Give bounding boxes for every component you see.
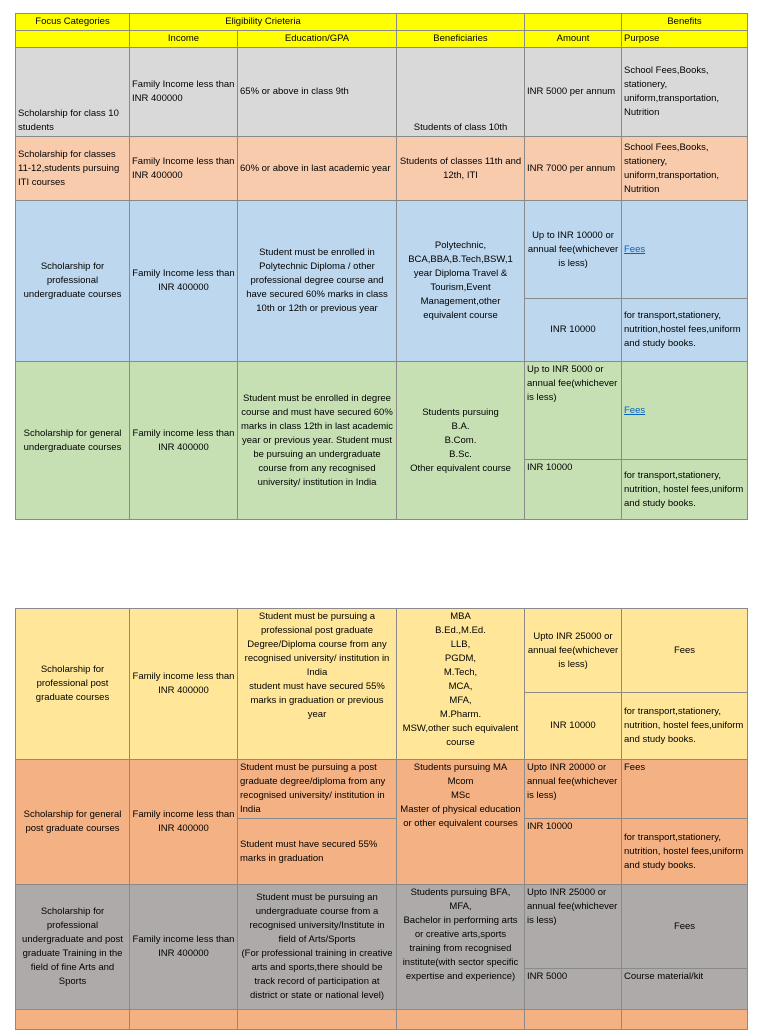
scholarship-table-1: [15, 13, 748, 520]
cell-cutoff: [130, 1010, 238, 1030]
education-cell: Student must be pursuing an undergraduate course from a recognised university/Institute in field of Arts/Sports (For professional training in creative arts and sports,there should be track record of participation at district or state or national level): [238, 885, 397, 1010]
income-cell: Family Income less than INR 400000: [130, 48, 238, 137]
amount-cell: Upto INR 25000 or annual fee(whichever is less): [525, 885, 622, 969]
purpose-fees-link[interactable]: [622, 201, 748, 299]
header-blank: [397, 14, 525, 31]
amount-cell: Up to INR 5000 or annual fee(whichever is less): [525, 362, 622, 460]
table-row: [16, 362, 748, 460]
focus-category-cell: Scholarship for class 10 students: [16, 48, 130, 137]
income-cell: Family Income less than INR 400000: [130, 201, 238, 362]
amount-cell: INR 10000: [525, 299, 622, 362]
table-row: [16, 48, 748, 137]
header-eligibility-criteria: Eligibility Crieteria: [130, 14, 397, 31]
table-row: [16, 609, 748, 693]
beneficiaries-cell: Students pursuing BFA, MFA, Bachelor in performing arts or creative arts,sports training from recognised institute(with sector specific expertise and experience): [397, 885, 525, 1010]
focus-category-cell: Scholarship for professional undergraduate courses: [16, 201, 130, 362]
amount-cell: INR 5000 per annum: [525, 48, 622, 137]
cell-cutoff: [397, 1010, 525, 1030]
purpose-cell: Fees: [622, 885, 748, 969]
header-purpose: Purpose: [622, 31, 748, 48]
header-education: Education/GPA: [238, 31, 397, 48]
focus-category-cell: Scholarship for general undergraduate courses: [16, 362, 130, 520]
table-row: [16, 1010, 748, 1030]
income-cell: Family income less than INR 400000: [130, 362, 238, 520]
table-row: [16, 201, 748, 299]
table-row: [16, 885, 748, 969]
education-cell: 65% or above in class 9th: [238, 48, 397, 137]
header-benefits: Benefits: [622, 14, 748, 31]
amount-cell: INR 10000: [525, 460, 622, 520]
header-focus-categories: Focus Categories: [16, 14, 130, 31]
education-cell: Student must have secured 55% marks in graduation: [238, 819, 397, 885]
beneficiaries-cell: MBA B.Ed.,M.Ed. LLB, PGDM, M.Tech, MCA, MFA, M.Pharm. MSW,other such equivalent course: [397, 609, 525, 760]
purpose-cell: Fees: [622, 609, 748, 693]
education-cell: Student must be enrolled in degree course and must have secured 60% marks in class 12th in last academic year or previous year. Student must be pursuing an undergraduate course from any recognised university/ institution in India: [238, 362, 397, 520]
cell-cutoff: [16, 1010, 130, 1030]
income-cell: Family Income less than INR 400000: [130, 137, 238, 201]
purpose-fees-link[interactable]: [622, 362, 748, 460]
fees-link[interactable]: Fees: [624, 404, 646, 416]
amount-cell: INR 5000: [525, 969, 622, 1010]
cell-cutoff: [622, 1010, 748, 1030]
income-cell: Family income less than INR 400000: [130, 760, 238, 885]
beneficiaries-cell: Students pursuing MA Mcom MSc Master of physical education or other equivalent courses: [397, 760, 525, 885]
amount-cell: Up to INR 10000 or annual fee(whichever is less): [525, 201, 622, 299]
purpose-cell: for transport,stationery, nutrition, hostel fees,uniform and study books.: [622, 693, 748, 760]
amount-cell: INR 10000: [525, 693, 622, 760]
purpose-cell: for transport,stationery, nutrition, hostel fees,uniform and study books.: [622, 819, 748, 885]
income-cell: Family income less than INR 400000: [130, 609, 238, 760]
purpose-cell: School Fees,Books, stationery, uniform,transportation, Nutrition: [622, 48, 748, 137]
focus-category-cell: Scholarship for general post graduate courses: [16, 760, 130, 885]
header-blank: [525, 14, 622, 31]
header-income: Income: [130, 31, 238, 48]
fees-link[interactable]: Fees: [624, 243, 646, 255]
education-cell: Student must be enrolled in Polytechnic Diploma / other professional degree course and have secured 60% marks in class 10th or 12th or previous year: [238, 201, 397, 362]
header-amount: Amount: [525, 31, 622, 48]
focus-category-cell: Scholarship for professional undergraduate and post graduate Training in the field of fine Arts and Sports: [16, 885, 130, 1010]
scholarship-table-2: [15, 608, 748, 1030]
education-cell: 60% or above in last academic year: [238, 137, 397, 201]
header-beneficiaries: Beneficiaries: [397, 31, 525, 48]
beneficiaries-cell: Students of class 10th: [397, 48, 525, 137]
education-cell: Student must be pursuing a professional post graduate Degree/Diploma course from any recognised university/ institution in India student must have secured 55% marks in graduation or previous year: [238, 609, 397, 760]
purpose-cell: Course material/kit: [622, 969, 748, 1010]
purpose-cell: for transport,stationery, nutrition,hostel fees,uniform and study books.: [622, 299, 748, 362]
cell-cutoff: [525, 1010, 622, 1030]
amount-cell: INR 7000 per annum: [525, 137, 622, 201]
beneficiaries-cell: Students of classes 11th and 12th, ITI: [397, 137, 525, 201]
purpose-cell: School Fees,Books, stationery, uniform,transportation, Nutrition: [622, 137, 748, 201]
amount-cell: INR 10000: [525, 819, 622, 885]
table-row: [16, 137, 748, 201]
table-row: [16, 760, 748, 819]
header-blank: [16, 31, 130, 48]
cell-cutoff: [238, 1010, 397, 1030]
beneficiaries-cell: Polytechnic, BCA,BBA,B.Tech,BSW,1 year Diploma Travel & Tourism,Event Management,other equivalent course: [397, 201, 525, 362]
income-cell: Family income less than INR 400000: [130, 885, 238, 1010]
beneficiaries-cell: Students pursuing B.A. B.Com. B.Sc. Other equivalent course: [397, 362, 525, 520]
focus-category-cell: Scholarship for classes 11-12,students pursuing ITI courses: [16, 137, 130, 201]
focus-category-cell: Scholarship for professional post graduate courses: [16, 609, 130, 760]
purpose-cell: Fees: [622, 760, 748, 819]
purpose-cell: for transport,stationery, nutrition, hostel fees,uniform and study books.: [622, 460, 748, 520]
amount-cell: Upto INR 25000 or annual fee(whichever is less): [525, 609, 622, 693]
amount-cell: Upto INR 20000 or annual fee(whichever is less): [525, 760, 622, 819]
education-cell: Student must be pursuing a post graduate degree/diploma from any recognised university/ institution in India: [238, 760, 397, 819]
